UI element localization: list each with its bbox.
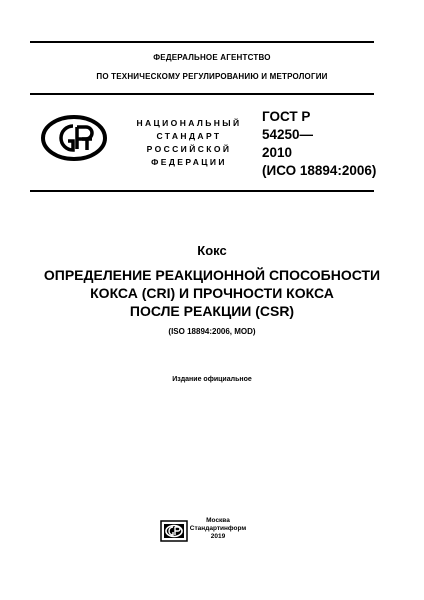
gost-designation [262, 108, 382, 180]
publisher-name: Стандартинформ [189, 525, 247, 532]
agency-line-1: ФЕДЕРАЛЬНОЕ АГЕНТСТВО [153, 53, 271, 62]
national-line-3: РОССИЙСКОЙ [146, 144, 232, 154]
gost-line-3: 2010 [262, 145, 293, 160]
publisher-city: Москва [206, 517, 230, 524]
top-rule [30, 41, 374, 43]
title-line-1: ОПРЕДЕЛЕНИЕ РЕАКЦИОННОЙ СПОСОБНОСТИ [43, 267, 381, 283]
edition-label: Издание официальное [172, 376, 252, 383]
publisher-year: 2019 [210, 533, 226, 540]
standartinform-logo-icon [160, 520, 188, 542]
agency-line-2: ПО ТЕХНИЧЕСКОМУ РЕГУЛИРОВАНИЮ И МЕТРОЛОГИИ [96, 72, 328, 81]
publisher-block [188, 517, 248, 541]
national-standard-block [118, 117, 260, 169]
gost-line-2: 54250— [262, 127, 314, 142]
gost-line-4: (ИСО 18894:2006) [262, 163, 377, 178]
gost-r-emblem-icon [40, 113, 108, 163]
title-line-3: ПОСЛЕ РЕАКЦИИ (CSR) [129, 303, 295, 319]
document-title [0, 266, 424, 320]
header-rule [30, 93, 374, 95]
iso-reference: (ISO 18894:2006, MOD) [168, 327, 256, 336]
national-line-2: СТАНДАРТ [156, 131, 222, 141]
document-subject: Кокс [197, 243, 227, 258]
standard-rule [30, 190, 374, 192]
national-line-1: НАЦИОНАЛЬНЫЙ [136, 118, 242, 128]
gost-line-1: ГОСТ Р [262, 109, 311, 124]
title-line-2: КОКСА (CRI) И ПРОЧНОСТИ КОКСА [90, 285, 334, 301]
national-line-4: ФЕДЕРАЦИИ [151, 157, 227, 167]
